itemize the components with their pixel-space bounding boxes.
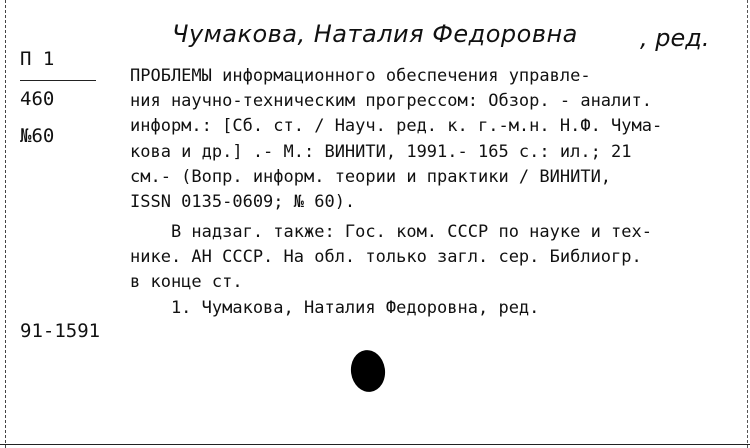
call-number-index: П 1 bbox=[20, 48, 55, 70]
ink-blot bbox=[348, 348, 388, 394]
call-number: 460 bbox=[20, 88, 55, 110]
record-line: кова и др.] .- М.: ВИНИТИ, 1991.- 165 с.: ил.; 21 bbox=[130, 142, 632, 162]
record-number: 91-1591 bbox=[20, 320, 101, 342]
record-line: информ.: [Сб. ст. / Науч. ред. к. г.-м.н. Н.Ф. Чума- bbox=[130, 116, 663, 136]
handwritten-editor-name: Чумакова, Наталия Федоровна bbox=[172, 20, 578, 48]
record-line: см.- (Вопр. информ. теории и практики / ВИНИТИ, bbox=[130, 167, 612, 187]
card-bottom-edge bbox=[0, 444, 750, 445]
call-number-divider bbox=[20, 80, 96, 81]
card-left-edge bbox=[5, 0, 6, 448]
record-line: ПРОБЛЕМЫ информационного обеспечения управле- bbox=[130, 66, 591, 86]
record-line: в конце ст. bbox=[130, 272, 243, 292]
record-line: нике. АН СССР. На обл. только загл. сер. Библиогр. bbox=[130, 247, 642, 267]
record-line: ния научно-техническим прогрессом: Обзор. - аналит. bbox=[130, 91, 652, 111]
record-line: 1. Чумакова, Наталия Федоровна, ред. bbox=[130, 298, 540, 318]
record-line: ISSN 0135-0609; № 60). bbox=[130, 192, 356, 212]
handwritten-role: , ред. bbox=[640, 24, 710, 52]
call-number-issue: №60 bbox=[20, 125, 55, 147]
record-line: В надзаг. также: Гос. ком. СССР по науке и тех- bbox=[130, 222, 652, 242]
